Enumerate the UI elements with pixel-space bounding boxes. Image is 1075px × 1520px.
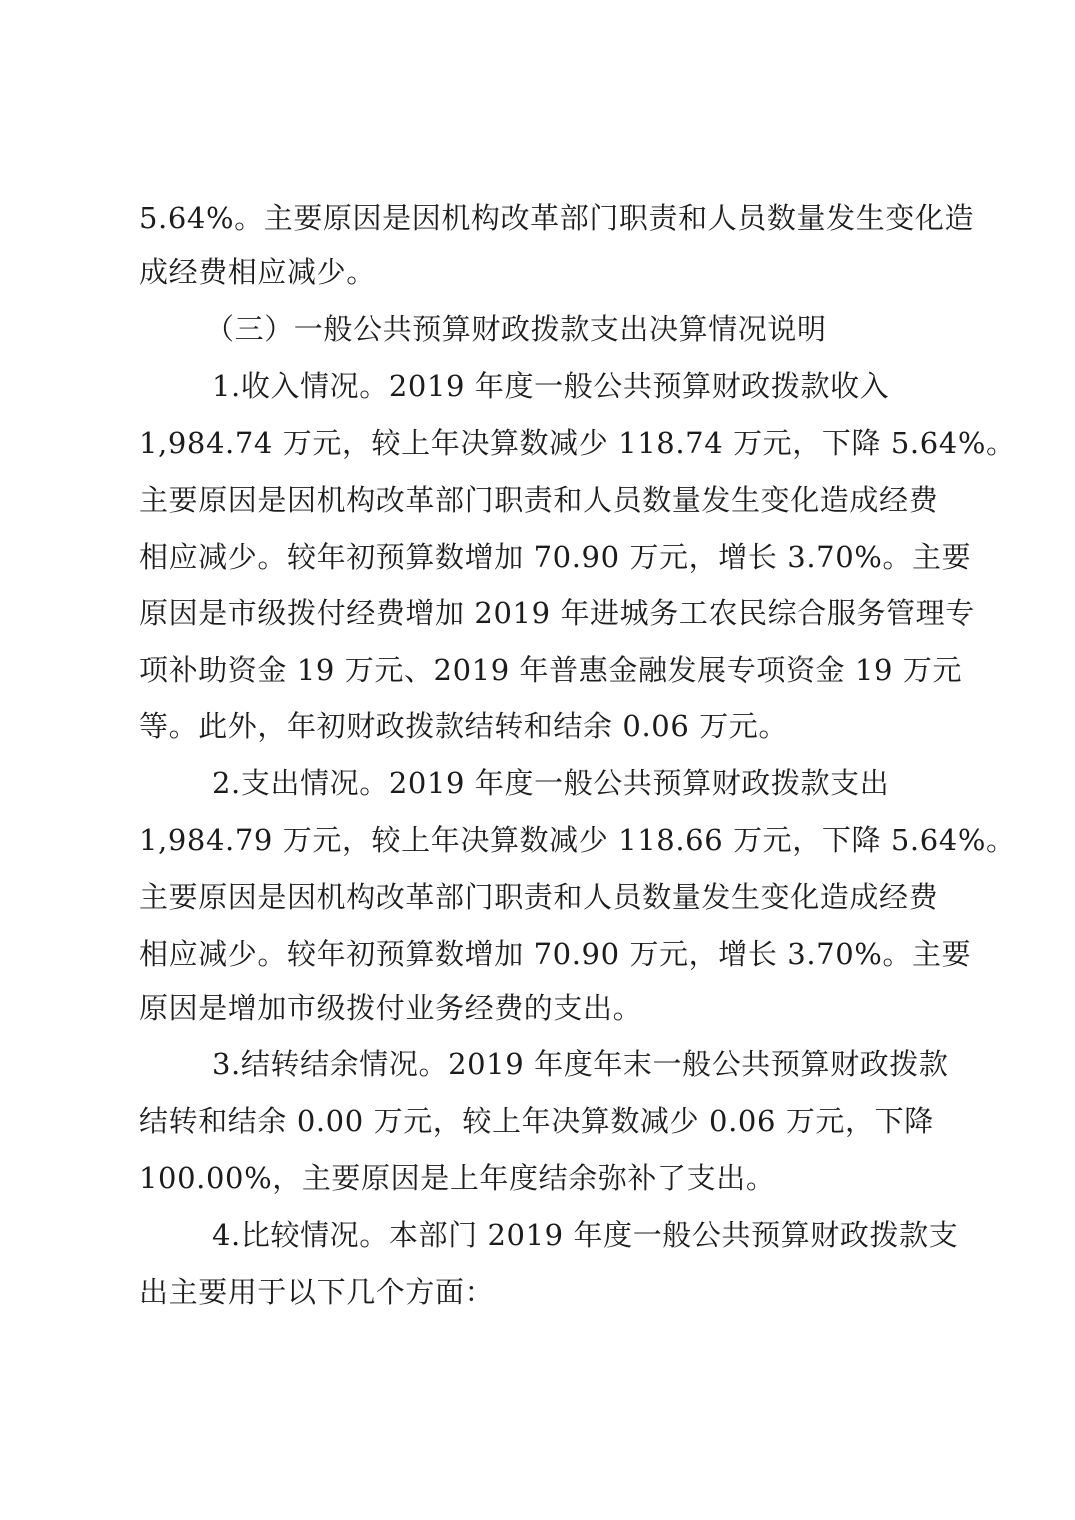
text-line-8: 原因是市级拨付经费增加 2019 年进城务工农民综合服务管理专: [139, 596, 975, 630]
text-line-18: 100.00%，主要原因是上年度结余弥补了支出。: [139, 1161, 776, 1195]
text-line-10: 等。此外，年初财政拨款结转和结余 0.06 万元。: [139, 709, 789, 743]
text-line-9: 项补助资金 19 万元、2019 年普惠金融发展专项资金 19 万元: [139, 653, 963, 687]
section-heading: （三）一般公共预算财政拨款支出决算情况说明: [205, 312, 827, 346]
text-line-15: 原因是增加市级拨付业务经费的支出。: [139, 991, 643, 1025]
text-line-14: 相应减少。较年初预算数增加 70.90 万元，增长 3.70%。主要: [139, 937, 972, 971]
text-line-19: 4.比较情况。本部门 2019 年度一般公共预算财政拨款支: [212, 1218, 959, 1252]
text-line-2: 成经费相应减少。: [139, 255, 376, 289]
text-line-1: 5.64%。主要原因是因机构改革部门职责和人员数量发生变化造: [139, 201, 975, 235]
text-line-17: 结转和结余 0.00 万元，较上年决算数减少 0.06 万元，下降: [139, 1104, 934, 1138]
text-line-5: 1,984.74 万元，较上年决算数减少 118.74 万元，下降 5.64%。: [139, 426, 1016, 460]
text-line-6: 主要原因是因机构改革部门职责和人员数量发生变化造成经费: [139, 483, 939, 517]
text-line-11: 2.支出情况。2019 年度一般公共预算财政拨款支出: [212, 766, 890, 800]
text-line-16: 3.结转结余情况。2019 年度年末一般公共预算财政拨款: [212, 1047, 949, 1081]
text-line-20: 出主要用于以下几个方面：: [139, 1275, 495, 1309]
text-line-4: 1.收入情况。2019 年度一般公共预算财政拨款收入: [212, 369, 890, 403]
text-line-13: 主要原因是因机构改革部门职责和人员数量发生变化造成经费: [139, 880, 939, 914]
text-line-12: 1,984.79 万元，较上年决算数减少 118.66 万元，下降 5.64%。: [139, 823, 1016, 857]
text-line-7: 相应减少。较年初预算数增加 70.90 万元，增长 3.70%。主要: [139, 540, 972, 574]
